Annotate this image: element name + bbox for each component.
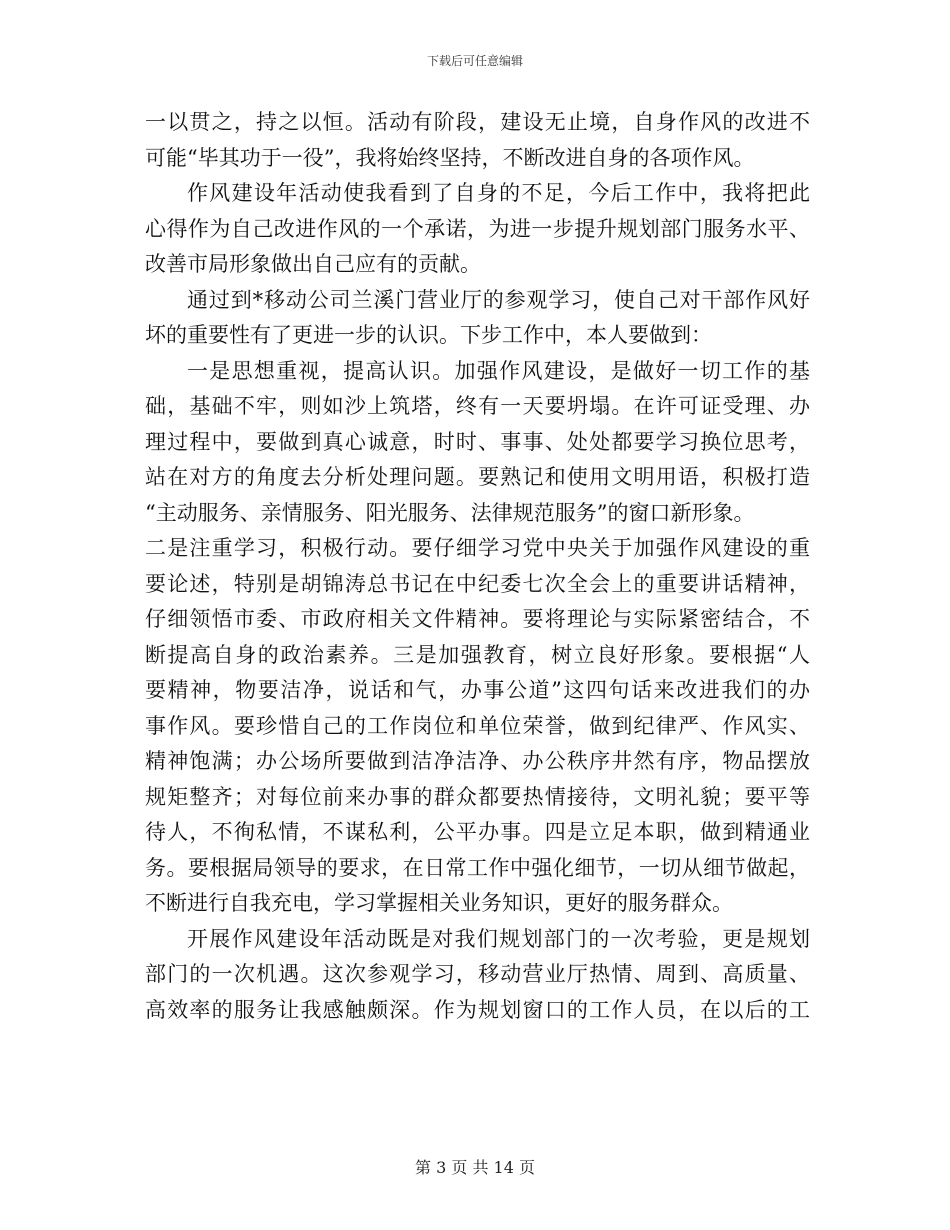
text-line: 可能“毕其功于一役”，我将始终坚持，不断改进自身的各项作风。 xyxy=(145,145,755,170)
text-line: 坏的重要性有了更进一步的认识。下步工作中，本人要做到： xyxy=(145,323,712,347)
text-line: 不断进行自我充电，学习掌握相关业务知识，更好的服务群众。 xyxy=(145,891,733,915)
text-line: 事作风。要珍惜自己的工作岗位和单位荣誉，做到纪律严、作风实、 xyxy=(145,713,810,738)
text-line: 仔细领悟市委、市政府相关文件精神。要将理论与实际紧密结合，不 xyxy=(145,607,810,631)
text-line: 高效率的服务让我感触颇深。作为规划窗口的工作人员，在以后的工 xyxy=(145,997,810,1022)
text-line: 作风建设年活动使我看到了自身的不足，今后工作中，我将把此 xyxy=(187,181,810,205)
text-line: 待人，不徇私情，不谋私利，公平办事。四是立足本职，做到精通业 xyxy=(145,820,810,844)
text-line: “主动服务、亲情服务、阳光服务、法律规范服务”的窗口新形象。 xyxy=(145,500,755,525)
text-line: 部门的一次机遇。这次参观学习，移动营业厅热情、周到、高质量、 xyxy=(145,962,810,986)
text-line: 通过到*移动公司兰溪门营业厅的参观学习，使自己对干部作风好 xyxy=(187,287,810,312)
text-line: 础，基础不牢，则如沙上筑塔，终有一天要坍塌。在许可证受理、办 xyxy=(145,394,810,418)
text-line: 要精神，物要洁净，说话和气，办事公道”这四句话来改进我们的办 xyxy=(145,678,810,702)
page-header: 下载后可任意编辑 xyxy=(426,54,523,68)
text-line: 规矩整齐；对每位前来办事的群众都要热情接待，文明礼貌；要平等 xyxy=(145,784,810,809)
text-line: 精神饱满；办公场所要做到洁净洁净、办公秩序井然有序，物品摆放 xyxy=(145,749,810,773)
text-line: 理过程中，要做到真心诚意，时时、事事、处处都要学习换位思考， xyxy=(145,429,810,454)
text-line: 站在对方的角度去分析处理问题。要熟记和使用文明用语，积极打造 xyxy=(145,465,810,489)
text-line: 心得作为自己改进作风的一个承诺，为进一步提升规划部门服务水平、 xyxy=(145,216,810,241)
text-line: 一以贯之，持之以恒。活动有阶段，建设无止境，自身作风的改进不 xyxy=(145,110,810,134)
text-line: 改善市局形象做出自己应有的贡献。 xyxy=(145,252,481,276)
document-body xyxy=(145,105,810,1028)
text-line: 一是思想重视，提高认识。加强作风建设，是做好一切工作的基 xyxy=(187,358,810,383)
text-line: 要论述，特别是胡锦涛总书记在中纪委七次全会上的重要讲话精神， xyxy=(145,571,810,596)
text-line: 二是注重学习，积极行动。要仔细学习党中央关于加强作风建设的重 xyxy=(145,536,810,560)
text-line: 断提高自身的政治素养。三是加强教育，树立良好形象。要根据“人 xyxy=(145,642,810,667)
text-line: 开展作风建设年活动既是对我们规划部门的一次考验，更是规划 xyxy=(187,926,810,951)
text-line: 务。要根据局领导的要求，在日常工作中强化细节，一切从细节做起， xyxy=(145,855,810,880)
page-footer: 第 3 页 共 14 页 xyxy=(415,1158,535,1177)
